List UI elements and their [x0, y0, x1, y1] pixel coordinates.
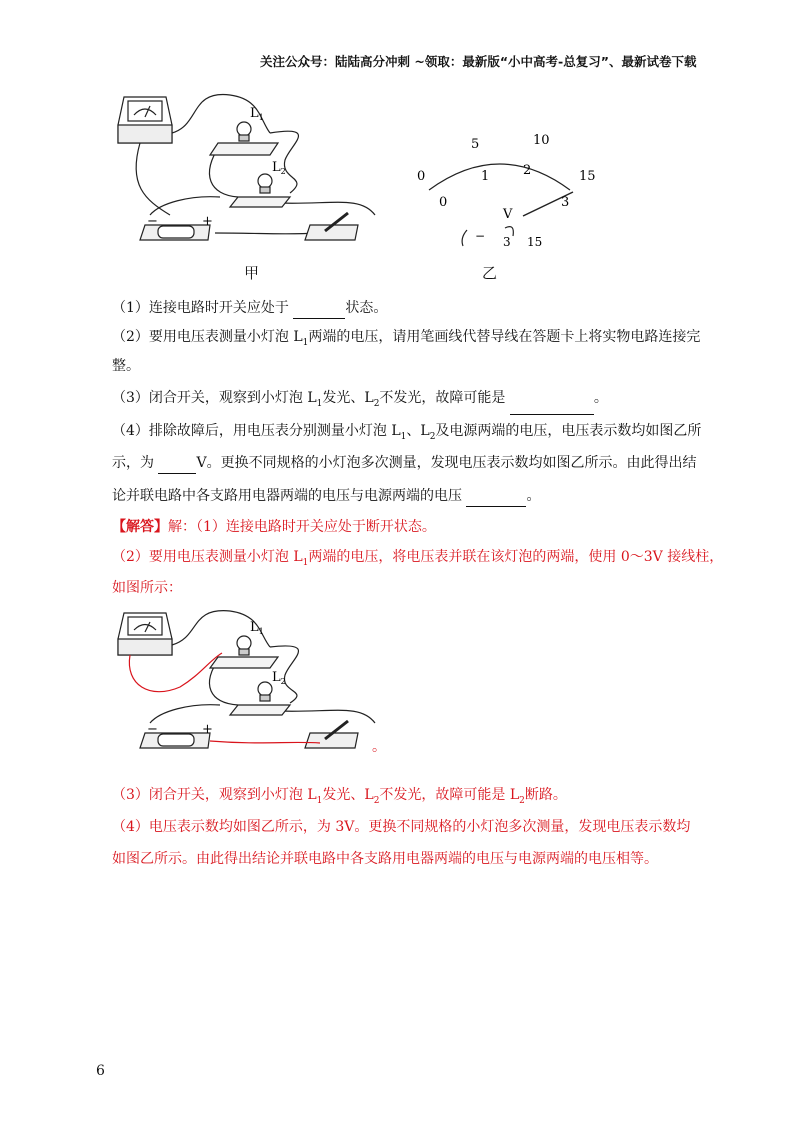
meter-terminal-3: 3 — [503, 235, 511, 249]
question-2-line1: （2）要用电压表测量小灯泡 $L_1$两端的电压，请用笔画线代替导线在答题卡上将实物电路连接完 — [112, 329, 701, 348]
question-4-line1: （4）排除故障后，用电压表分别测量小灯泡 $L_1$、$L_2$及电源两端的电压，电压表示数均如图乙所 — [112, 423, 702, 442]
figure-yi-label: 乙 — [482, 264, 498, 282]
question-1: （1）连接电路时开关应处于 状态。 — [112, 297, 740, 319]
answer-2-line1: （2）要用电压表测量小灯泡 $L_1$两端的电压，将电压表并联在该灯泡的两端，使用 0～3V 接线柱， — [112, 549, 724, 568]
circuit-figure-answer — [110, 605, 410, 765]
page-header: 关注公众号：陆陆高分冲刺 ~领取：最新版“小中高考-总复习”、最新试卷下载 — [260, 54, 697, 69]
meter-unit: V — [503, 207, 513, 222]
question-4-line3: 论并联电路中各支路用电器两端的电压与电源两端的电压 。 — [112, 485, 740, 507]
answer-4-line1: （4）电压表示数均如图乙所示，为 3V。更换不同规格的小灯泡多次测量，发现电压表示数均 — [112, 819, 691, 835]
svg-text:1: 1 — [481, 169, 490, 184]
answer-1: 【解答】解：（1）连接电路时开关应处于断开状态。 — [112, 519, 436, 535]
question-3: （3）闭合开关，观察到小灯泡 $L_1$发光、$L_2$不发光，故障可能是 。 — [112, 387, 740, 415]
answer-battery-plus: + — [202, 722, 213, 737]
meter-terminal-15: 15 — [527, 235, 543, 249]
answer-4-line2: 如图乙所示。由此得出结论并联电路中各支路用电器两端的电压与电源两端的电压相等。 — [112, 851, 658, 867]
bulb-l2-label: $L_2$ — [272, 160, 286, 176]
battery-minus: − — [147, 214, 158, 229]
svg-text:3: 3 — [561, 195, 570, 210]
answer-bulb-l1-label: $L_1$ — [250, 620, 264, 636]
question-2-line2: 整。 — [112, 358, 140, 374]
answer-2-line2: 如图所示： — [112, 580, 182, 596]
voltmeter-figure-yi — [405, 128, 605, 258]
meter-scale-top — [417, 133, 596, 184]
answer-tag: 【解答】 — [112, 519, 168, 535]
page-number: 6 — [96, 1063, 105, 1079]
battery-plus: + — [202, 214, 213, 229]
svg-text:10: 10 — [533, 133, 550, 148]
answer-battery-minus: − — [147, 722, 158, 737]
svg-text:0: 0 — [417, 169, 426, 184]
bulb-l1-label: $L_1$ — [250, 106, 264, 122]
svg-text:0: 0 — [439, 195, 448, 210]
question-4-line2: 示，为 V。更换不同规格的小灯泡多次测量，发现电压表示数均如图乙所示。由此得出结 — [112, 452, 740, 474]
answer-bulb-l2-label: $L_2$ — [272, 670, 286, 686]
figure-jia-label: 甲 — [244, 264, 260, 282]
meter-terminal-minus: − — [475, 229, 486, 243]
svg-text:5: 5 — [471, 137, 480, 152]
svg-text:2: 2 — [523, 163, 532, 178]
answer-3: （3）闭合开关，观察到小灯泡 $L_1$发光、$L_2$不发光，故障可能是 $L_2$断路。 — [112, 787, 567, 806]
svg-text:15: 15 — [579, 169, 596, 184]
answer-figure-period: 。 — [372, 739, 386, 755]
circuit-figure-jia — [110, 85, 410, 260]
